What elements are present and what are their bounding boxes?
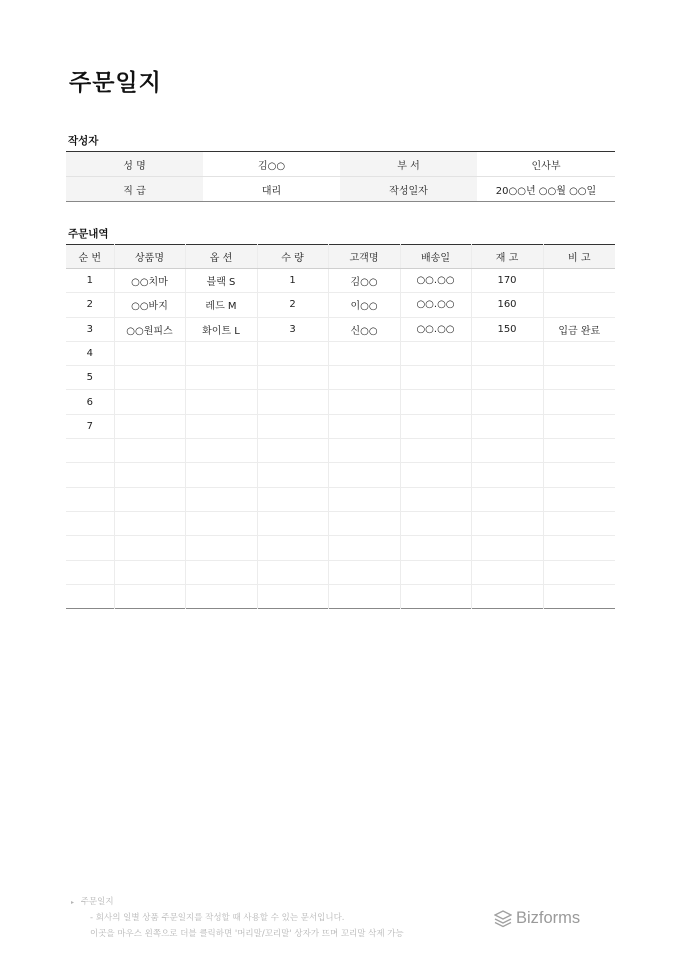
table-cell (257, 390, 328, 414)
table-cell (114, 487, 185, 511)
table-row (66, 584, 615, 608)
column-header: 순 번 (66, 245, 114, 269)
column-header: 비 고 (543, 245, 615, 269)
table-cell (543, 390, 615, 414)
table-cell (185, 439, 257, 463)
table-cell (185, 511, 257, 535)
table-cell (328, 414, 400, 438)
writer-label: 직 급 (66, 177, 203, 202)
table-cell: 3 (66, 317, 114, 341)
table-cell (543, 439, 615, 463)
table-row (66, 414, 615, 438)
table-cell (185, 341, 257, 365)
table-cell: 2 (257, 293, 328, 317)
table-cell: 화이트 L (185, 317, 257, 341)
table-cell: ○○.○○ (400, 293, 471, 317)
table-cell (400, 414, 471, 438)
table-cell (257, 439, 328, 463)
table-cell (185, 390, 257, 414)
table-cell (328, 439, 400, 463)
column-header: 상품명 (114, 245, 185, 269)
table-cell (471, 390, 543, 414)
table-cell (257, 584, 328, 608)
table-row (66, 366, 615, 390)
table-row (66, 536, 615, 560)
table-cell (257, 536, 328, 560)
writer-section-label: 작성자 (68, 135, 99, 147)
table-cell: 레드 M (185, 293, 257, 317)
table-cell: 7 (66, 414, 114, 438)
table-cell (185, 414, 257, 438)
table-cell (543, 487, 615, 511)
table-cell (328, 341, 400, 365)
table-row (66, 317, 615, 341)
table-cell (328, 560, 400, 584)
table-cell (66, 439, 114, 463)
footer-line1: - 회사의 일별 상품 주문일지를 작성할 때 사용할 수 있는 문서입니다. (90, 913, 345, 923)
table-cell (114, 511, 185, 535)
table-cell: 170 (471, 269, 543, 293)
footer-heading (71, 895, 114, 907)
table-cell (543, 341, 615, 365)
table-cell (114, 463, 185, 487)
table-cell (185, 463, 257, 487)
table-cell (114, 560, 185, 584)
table-cell: ○○치마 (114, 269, 185, 293)
table-row (66, 463, 615, 487)
table-cell (471, 560, 543, 584)
table-row (66, 341, 615, 365)
table-cell (114, 390, 185, 414)
table-cell (543, 269, 615, 293)
table-cell (257, 414, 328, 438)
table-cell (400, 487, 471, 511)
table-cell (400, 511, 471, 535)
writer-label: 부 서 (340, 152, 477, 177)
bizforms-logo-icon (494, 910, 512, 928)
table-cell: ○○.○○ (400, 269, 471, 293)
table-cell: 1 (257, 269, 328, 293)
table-cell: 3 (257, 317, 328, 341)
table-cell (66, 560, 114, 584)
order-table-header (66, 245, 615, 269)
table-cell (328, 584, 400, 608)
table-cell (185, 487, 257, 511)
table-cell (400, 560, 471, 584)
table-cell (328, 511, 400, 535)
table-cell: ○○.○○ (400, 317, 471, 341)
table-cell (471, 584, 543, 608)
table-cell (257, 487, 328, 511)
table-cell (543, 584, 615, 608)
table-cell (114, 536, 185, 560)
writer-row (66, 177, 615, 202)
table-cell (257, 463, 328, 487)
table-cell (543, 463, 615, 487)
table-row (66, 390, 615, 414)
table-row (66, 487, 615, 511)
table-cell (257, 511, 328, 535)
table-cell: 2 (66, 293, 114, 317)
table-cell (471, 341, 543, 365)
table-cell (257, 366, 328, 390)
table-cell (543, 293, 615, 317)
writer-value: 20○○년 ○○월 ○○일 (477, 177, 615, 202)
table-cell (543, 560, 615, 584)
table-cell: 5 (66, 366, 114, 390)
writer-value: 김○○ (257, 160, 286, 172)
footer-heading-text: 주문일지 (80, 897, 114, 907)
table-cell (400, 536, 471, 560)
table-cell: 블랙 S (185, 269, 257, 293)
table-row (66, 293, 615, 317)
table-cell (471, 439, 543, 463)
table-row (66, 269, 615, 293)
column-header: 배송일 (400, 245, 471, 269)
table-cell (185, 584, 257, 608)
column-header: 수 량 (257, 245, 328, 269)
table-cell (471, 463, 543, 487)
table-cell (400, 584, 471, 608)
table-cell (66, 536, 114, 560)
table-cell (66, 511, 114, 535)
table-cell (114, 366, 185, 390)
table-cell (543, 511, 615, 535)
writer-value: 인사부 (531, 160, 561, 172)
table-cell (185, 560, 257, 584)
table-cell (114, 414, 185, 438)
logo-text: Bizforms (516, 909, 581, 927)
table-cell (543, 366, 615, 390)
table-cell: 이○○ (328, 293, 400, 317)
table-cell (471, 487, 543, 511)
table-cell (543, 536, 615, 560)
table-cell (471, 366, 543, 390)
table-cell (328, 463, 400, 487)
table-row (66, 511, 615, 535)
writer-info-table (66, 151, 615, 202)
column-header: 옵 션 (185, 245, 257, 269)
table-cell (185, 366, 257, 390)
table-cell (400, 463, 471, 487)
table-cell: 김○○ (328, 269, 400, 293)
order-section-label: 주문내역 (68, 228, 109, 240)
table-cell (114, 439, 185, 463)
table-cell (66, 487, 114, 511)
table-cell (400, 390, 471, 414)
table-cell (471, 414, 543, 438)
table-cell (328, 366, 400, 390)
column-header: 고객명 (328, 245, 400, 269)
table-cell (543, 414, 615, 438)
table-cell (114, 584, 185, 608)
table-cell (328, 536, 400, 560)
table-row (66, 439, 615, 463)
table-cell (185, 536, 257, 560)
table-cell: 1 (86, 275, 93, 287)
table-cell (257, 560, 328, 584)
table-cell (471, 511, 543, 535)
table-cell (471, 536, 543, 560)
writer-row (66, 152, 615, 177)
table-cell (400, 366, 471, 390)
document-title: 주문일지 (69, 70, 162, 96)
table-cell (400, 439, 471, 463)
table-row (66, 560, 615, 584)
bizforms-logo (494, 909, 580, 928)
column-header: 재 고 (471, 245, 543, 269)
table-cell: ○○바지 (114, 293, 185, 317)
table-cell: 160 (471, 293, 543, 317)
table-cell: 입금 완료 (543, 317, 615, 341)
table-cell: 150 (471, 317, 543, 341)
writer-label: 작성일자 (340, 177, 477, 202)
table-cell (66, 463, 114, 487)
table-cell: ○○원피스 (114, 317, 185, 341)
footer-line2: 이곳을 마우스 왼쪽으로 더블 클릭하면 '머리말/꼬리말' 상자가 뜨며 꼬리말 삭제 가능 (90, 929, 404, 939)
table-cell (328, 487, 400, 511)
table-cell (328, 390, 400, 414)
table-cell: 4 (66, 341, 114, 365)
table-cell (400, 341, 471, 365)
table-cell: 신○○ (328, 317, 400, 341)
table-cell (257, 341, 328, 365)
order-table (66, 244, 615, 609)
table-cell: 6 (66, 390, 114, 414)
writer-value: 대리 (203, 177, 340, 202)
writer-label: 성 명 (66, 152, 203, 177)
table-cell (66, 584, 114, 608)
triangle-bullet-icon: ▸ (71, 899, 75, 906)
table-cell (114, 341, 185, 365)
